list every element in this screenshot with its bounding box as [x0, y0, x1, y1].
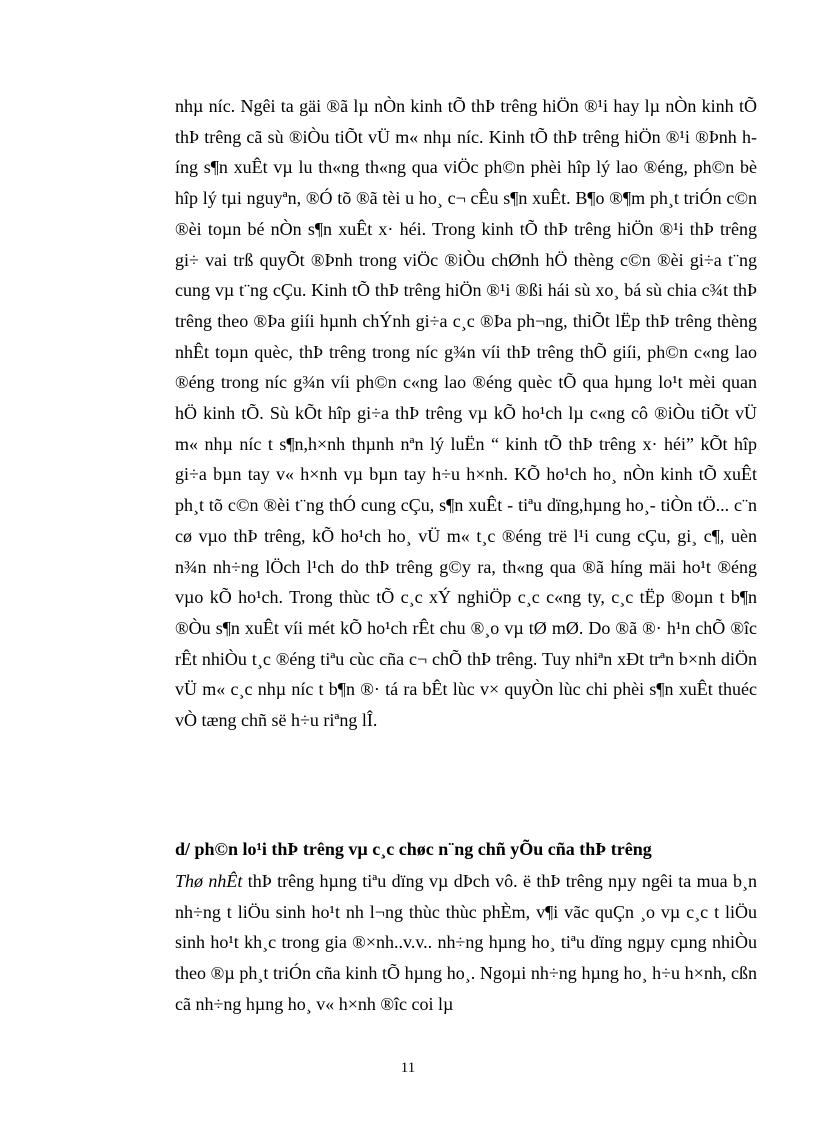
page-number: 11 — [400, 1060, 416, 1076]
body-paragraph-2 — [175, 866, 757, 1020]
paragraph-text: thÞ trêng hµng tiªu dïng vµ dÞch vô. ë thÞ trêng nµy ngêi ta mua b¸n nh÷ng t liÖu sinh ho¹t nh l¬ng thùc thùc phÈm, v¶i vãc quÇn ¸o vµ c¸c t liÖu sinh ho¹t kh¸c trong gia ®×nh..v.v.. nh÷ng hµng ho¸ tiªu dïng ngµy cµng nhiÒu theo ®µ ph¸t triÓn cña kinh tÕ hµng ho¸. Ngoµi nh÷ng hµng ho¸ h÷u h×nh, cßn cã nh÷ng hµng ho¸ v« h×nh ®îc coi lµ — [175, 871, 757, 1014]
body-paragraph: nhµ níc. Ngêi ta gäi ®ã lµ nÒn kinh tÕ thÞ trêng hiÖn ®¹i hay lµ nÒn kinh tÕ thÞ trêng cã sù ®iÒu tiÕt vÜ m« nhµ níc. Kinh tÕ thÞ trêng hiÖn ®¹i ®Þnh híng s¶n xuÊt vµ lu th«ng th«ng qua viÖc ph©n phèi hîp lý lao ®éng, ph©n bè hîp lý tµi nguyªn, ®Ó tõ ®ã tèi u ho¸ c¬ cÊu s¶n xuÊt. B¶o ®¶m ph¸t triÓn c©n ®èi toµn bé nÒn s¶n xuÊt x· héi. Trong kinh tÕ thÞ trêng hiÖn ®¹i thÞ trêng gi÷ vai trß quyÕt ®Þnh trong viÖc ®iÒu chØnh hÖ thèng c©n ®èi gi÷a t¨ng cung vµ t¨ng cÇu. Kinh tÕ thÞ trêng hiÖn ®¹i ®ßi hái sù xo¸ bá sù chia c¾t thÞ trêng theo ®Þa giíi hµnh chÝnh gi÷a c¸c ®Þa ph¬ng, thiÕt lËp thÞ trêng thèng nhÊt toµn quèc, thÞ trêng trong níc g¾n víi thÞ trêng thÕ giíi, ph©n c«ng lao ®éng trong níc g¾n víi ph©n c«ng lao ®éng quèc tÕ qua hµng lo¹t mèi quan hÖ kinh tÕ. Sù kÕt hîp gi÷a thÞ trêng vµ kÕ ho¹ch lµ c«ng cô ®iÒu tiÕt vÜ m« nhµ níc t s¶n,h×nh thµnh nªn lý luËn “ kinh tÕ thÞ trêng x· héi” kÕt hîp gi÷a bµn tay v« h×nh vµ bµn tay h÷u h×nh. KÕ ho¹ch ho¸ nÒn kinh tÕ xuÊt ph¸t tõ c©n ®èi t¨ng thÓ cung cÇu, s¶n xuÊt - tiªu dïng,hµng ho¸- tiÒn tÖ... c¨n cø vµo thÞ trêng, kÕ ho¹ch ho¸ vÜ m« t¸c ®éng trë l¹i cung cÇu, gi¸ c¶, uèn n¾n nh÷ng lÖch l¹ch do thÞ trêng g©y ra, th«ng qua ®ã híng mäi ho¹t ®éng vµo kÕ ho¹ch. Trong thùc tÕ c¸c xÝ nghiÖp c¸c c«ng ty, c¸c tËp ®oµn t b¶n ®Òu s¶n xuÊt víi mét kÕ ho¹ch rÊt chu ®¸o vµ tØ mØ. Do ®ã ®· h¹n chÕ ®îc rÊt nhiÒu t¸c ®éng tiªu cùc cña c¬ chÕ thÞ trêng. Tuy nhiªn xÐt trªn b×nh diÖn vÜ m« c¸c nhµ níc t b¶n ®· tá ra bÊt lùc v× quyÒn lùc chi phèi s¶n xuÊt thuéc vÒ tæng chñ së h÷u riªng lÎ. — [175, 96, 757, 731]
paragraph-lead-italic: Thø nhÊt — [175, 871, 243, 891]
section-heading: d/ ph©n lo¹i thÞ trêng vµ c¸c chøc n¨ng chñ yÕu cña thÞ trêng — [175, 839, 652, 859]
